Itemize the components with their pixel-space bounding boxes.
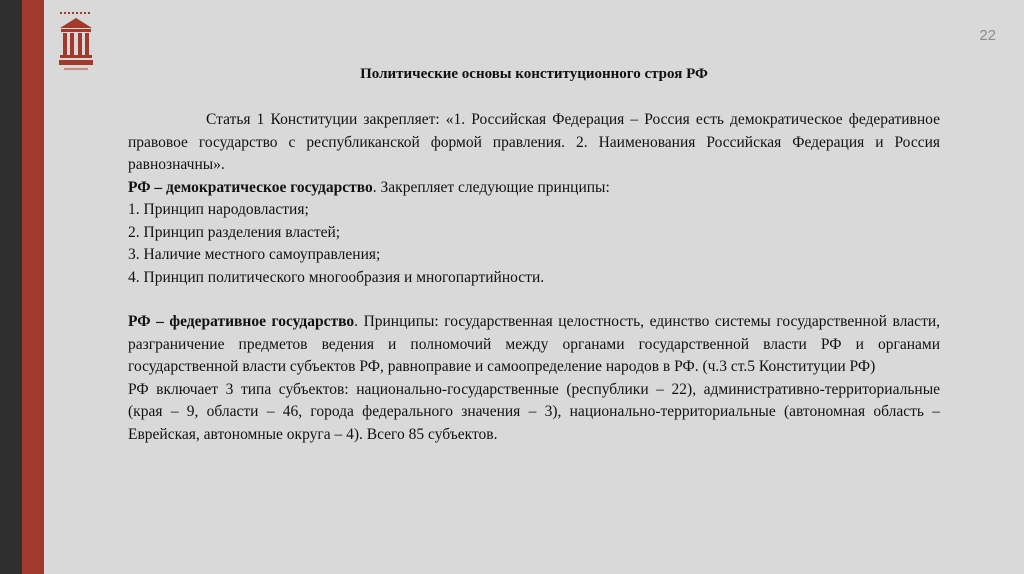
federal-heading: РФ – федеративное государство bbox=[128, 313, 355, 330]
paragraph-gap bbox=[128, 289, 940, 311]
slide-content bbox=[128, 109, 940, 446]
left-red-stripe bbox=[22, 0, 44, 574]
democratic-paragraph bbox=[128, 177, 940, 200]
subjects-paragraph: РФ включает 3 типа субъектов: национально-государственные (республики – 22), административно-территориальные (края – 9, области – 46, города федерального значения – 3), национально-территориальные (автономная область – Еврейская, автономные округа – 4). Всего 85 субъектов. bbox=[128, 380, 940, 443]
democratic-text: . Закрепляет следующие принципы: bbox=[372, 178, 610, 196]
slide-title: Политические основы конституционного строя РФ bbox=[360, 66, 708, 82]
principle-item: 4. Принцип политического многообразия и многопартийности. bbox=[128, 268, 545, 286]
federal-text: . Принципы: государственная целостность, единство системы государственной власти, разграничение предметов ведения и полномочий между органами государственной власти РФ и органами государственной власти субъектов РФ, равноправие и самоопределение народов в РФ. (ч.3 ст.5 Конституции РФ) bbox=[128, 313, 941, 375]
principle-item: 2. Принцип разделения властей; bbox=[128, 223, 341, 241]
slide-number: 22 bbox=[979, 27, 996, 44]
university-building-icon bbox=[56, 10, 96, 76]
principle-item: 1. Принцип народовластия; bbox=[128, 201, 309, 218]
left-dark-bar bbox=[0, 0, 22, 574]
federal-paragraph bbox=[128, 311, 940, 379]
principle-item: 3. Наличие местного самоуправления; bbox=[128, 246, 381, 263]
democratic-heading: РФ – демократическое государство bbox=[128, 178, 373, 196]
article-paragraph: Статья 1 Конституции закрепляет: «1. Российская Федерация – Россия есть демократическое федеративное правовое государство с республиканской формой правления. 2. Наименования Российская Федерация и Россия равнозначны». bbox=[128, 111, 940, 173]
